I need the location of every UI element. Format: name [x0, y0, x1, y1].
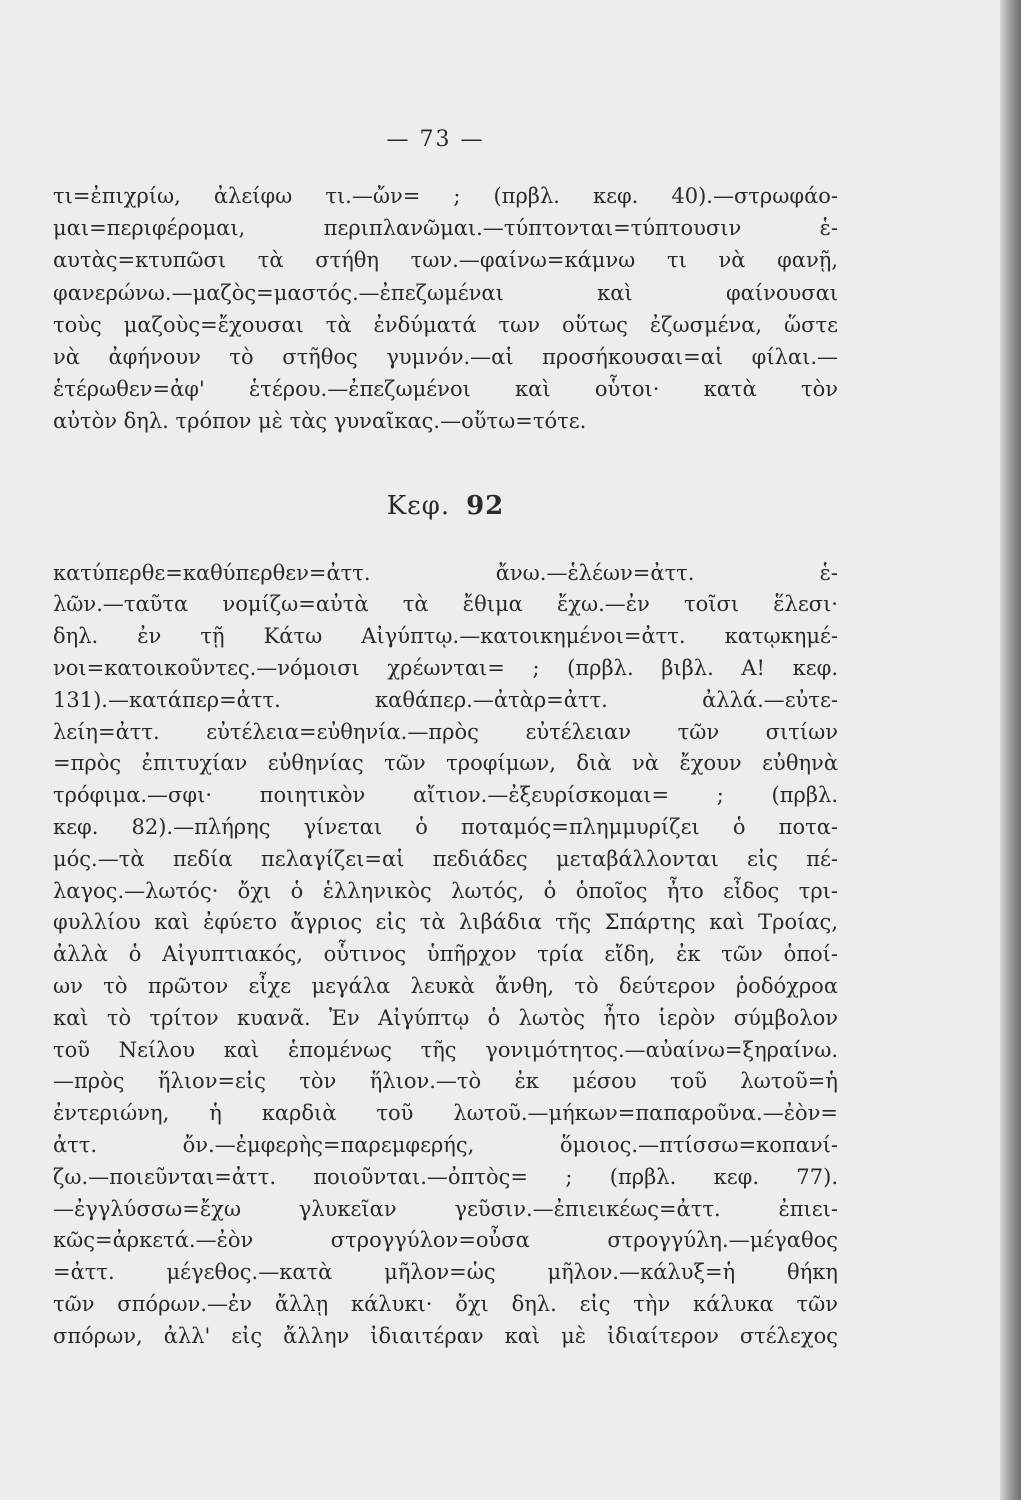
page-number: — 73 —	[386, 127, 485, 152]
text-line: αυτὰς=κτυπῶσι τὰ στήθη των.—φαίνω=κάμνω τι νὰ φανῇ,	[53, 248, 838, 273]
text-line: ζω.—ποιεῦνται=ἀττ. ποιοῦνται.—ὀπτὸς= ; (πρβλ. κεφ. 77).	[53, 1164, 838, 1189]
text-line: καὶ τὸ τρίτον κυανᾶ. Ἐν Αἰγύπτῳ ὁ λωτὸς ἦτο ἱερὸν σύμβολον	[53, 1005, 838, 1030]
text-line: μός.—τὰ πεδία πελαγίζει=αἱ πεδιάδες μεταβάλλονται εἰς πέ-	[53, 846, 838, 871]
text-line: =πρὸς ἐπιτυχίαν εὐθηνίας τῶν τροφίμων, διὰ νὰ ἔχουν εὐθηνὰ	[53, 751, 838, 776]
text-line: κατύπερθε=καθύπερθεν=ἀττ. ἄνω.—ἑλέων=ἀττ. ἑ-	[53, 560, 838, 585]
text-line: κῶς=ἀρκετά.—ἐὸν στρογγύλον=οὖσα στρογγύλη.—μέγαθος	[53, 1228, 838, 1253]
text-line: δηλ. ἐν τῇ Κάτω Αἰγύπτῳ.—κατοικημένοι=ἀττ. κατῳκημέ-	[53, 624, 838, 649]
chapter-heading	[53, 486, 838, 526]
text-line: αὐτὸν δηλ. τρόπον μὲ τὰς γυναῖκας.—οὕτω=τότε.	[53, 409, 587, 434]
text-line: τρόφιμα.—σφι· ποιητικὸν αἴτιον.—ἐξευρίσκομαι= ; (πρβλ.	[53, 783, 838, 808]
text-line: τοὺς μαζοὺς=ἔχουσαι τὰ ἐνδύματά των οὕτως ἐζωσμένα, ὥστε	[53, 312, 838, 337]
paragraph-2	[53, 558, 838, 1353]
text-line: λαγος.—λωτός· ὄχι ὁ ἑλληνικὸς λωτός, ὁ ὁποῖος ἦτο εἶδος τρι-	[53, 878, 838, 903]
text-line: τοῦ Νείλου καὶ ἑπομένως τῆς γονιμότητος.—αὐαίνω=ξηραίνω.	[53, 1037, 838, 1062]
text-line: ἀλλὰ ὁ Αἰγυπτιακός, οὗτινος ὑπῆρχον τρία εἴδη, ἐκ τῶν ὁποί-	[53, 942, 838, 967]
text-line: κεφ. 82).—πλήρης γίνεται ὁ ποταμός=πλημμυρίζει ὁ ποτα-	[53, 815, 838, 839]
text-line: ἐντεριώνη, ἡ καρδιὰ τοῦ λωτοῦ.—μήκων=παπαροῦνα.—ἐὸν=	[53, 1101, 838, 1126]
book-spine-edge	[1000, 0, 1021, 1500]
text-line: —ἐγγλύσσω=ἔχω γλυκεῖαν γεῦσιν.—ἐπιεικέως=ἀττ. ἐπιει-	[53, 1196, 838, 1221]
paragraph-1	[53, 180, 838, 438]
text-line: ἀττ. ὄν.—ἐμφερὴς=παρεμφερής, ὅμοιος.—πτίσσω=κοπανί-	[53, 1132, 838, 1157]
text-line: 131).—κατάπερ=ἀττ. καθάπερ.—ἀτὰρ=ἀττ. ἀλλά.—εὐτε-	[53, 687, 838, 712]
text-line: =ἀττ. μέγεθος.—κατὰ μῆλον=ὡς μῆλον.—κάλυξ=ἡ θήκη	[53, 1260, 838, 1285]
text-line: λείη=ἀττ. εὐτέλεια=εὐθηνία.—πρὸς εὐτέλειαν τῶν σιτίων	[53, 719, 838, 744]
text-line: τῶν σπόρων.—ἐν ἄλλῃ κάλυκι· ὄχι δηλ. εἰς τὴν κάλυκα τῶν	[53, 1291, 838, 1316]
page-content	[53, 120, 838, 1353]
text-line: ων τὸ πρῶτον εἶχε μεγάλα λευκὰ ἄνθη, τὸ δεύτερον ῥοδόχροα	[53, 973, 838, 998]
text-line: σπόρων, ἀλλ' εἰς ἄλλην ἰδιαιτέραν καὶ μὲ ἰδιαίτερον στέλεχος	[53, 1323, 838, 1348]
text-line: τι=ἐπιχρίω, ἀλείφω τι.—ὤν= ; (πρβλ. κεφ. 40).—στρωφάο-	[53, 184, 838, 208]
chapter-number: 92	[466, 490, 505, 521]
text-line: —πρὸς ἥλιον=εἰς τὸν ἥλιον.—τὸ ἐκ μέσου τοῦ λωτοῦ=ἡ	[53, 1069, 838, 1094]
text-line: μαι=περιφέρομαι, περιπλανῶμαι.—τύπτονται=τύπτουσιν ἑ-	[53, 216, 838, 241]
text-line: λῶν.—ταῦτα νομίζω=αὐτὰ τὰ ἔθιμα ἔχω.—ἐν τοῖσι ἕλεσι·	[53, 592, 838, 617]
text-line: φανερώνω.—μαζὸς=μαστός.—ἐπεζωμέναι καὶ φαίνουσαι	[53, 280, 838, 305]
text-line: νοι=κατοικοῦντες.—νόμοισι χρέωνται= ; (πρβλ. βιβλ. Α! κεφ.	[53, 656, 838, 681]
text-line: φυλλίου καὶ ἐφύετο ἄγριος εἰς τὰ λιβάδια τῆς Σπάρτης καὶ Τροίας,	[53, 910, 838, 935]
text-line: νὰ ἀφήνουν τὸ στῆθος γυμνόν.—αἱ προσήκουσαι=αἱ φίλαι.—	[53, 345, 838, 370]
text-line: ἑτέρωθεν=ἀφ' ἑτέρου.—ἐπεζωμένοι καὶ οὗτοι· κατὰ τὸν	[53, 377, 838, 402]
chapter-label: Κεφ.	[386, 490, 451, 521]
